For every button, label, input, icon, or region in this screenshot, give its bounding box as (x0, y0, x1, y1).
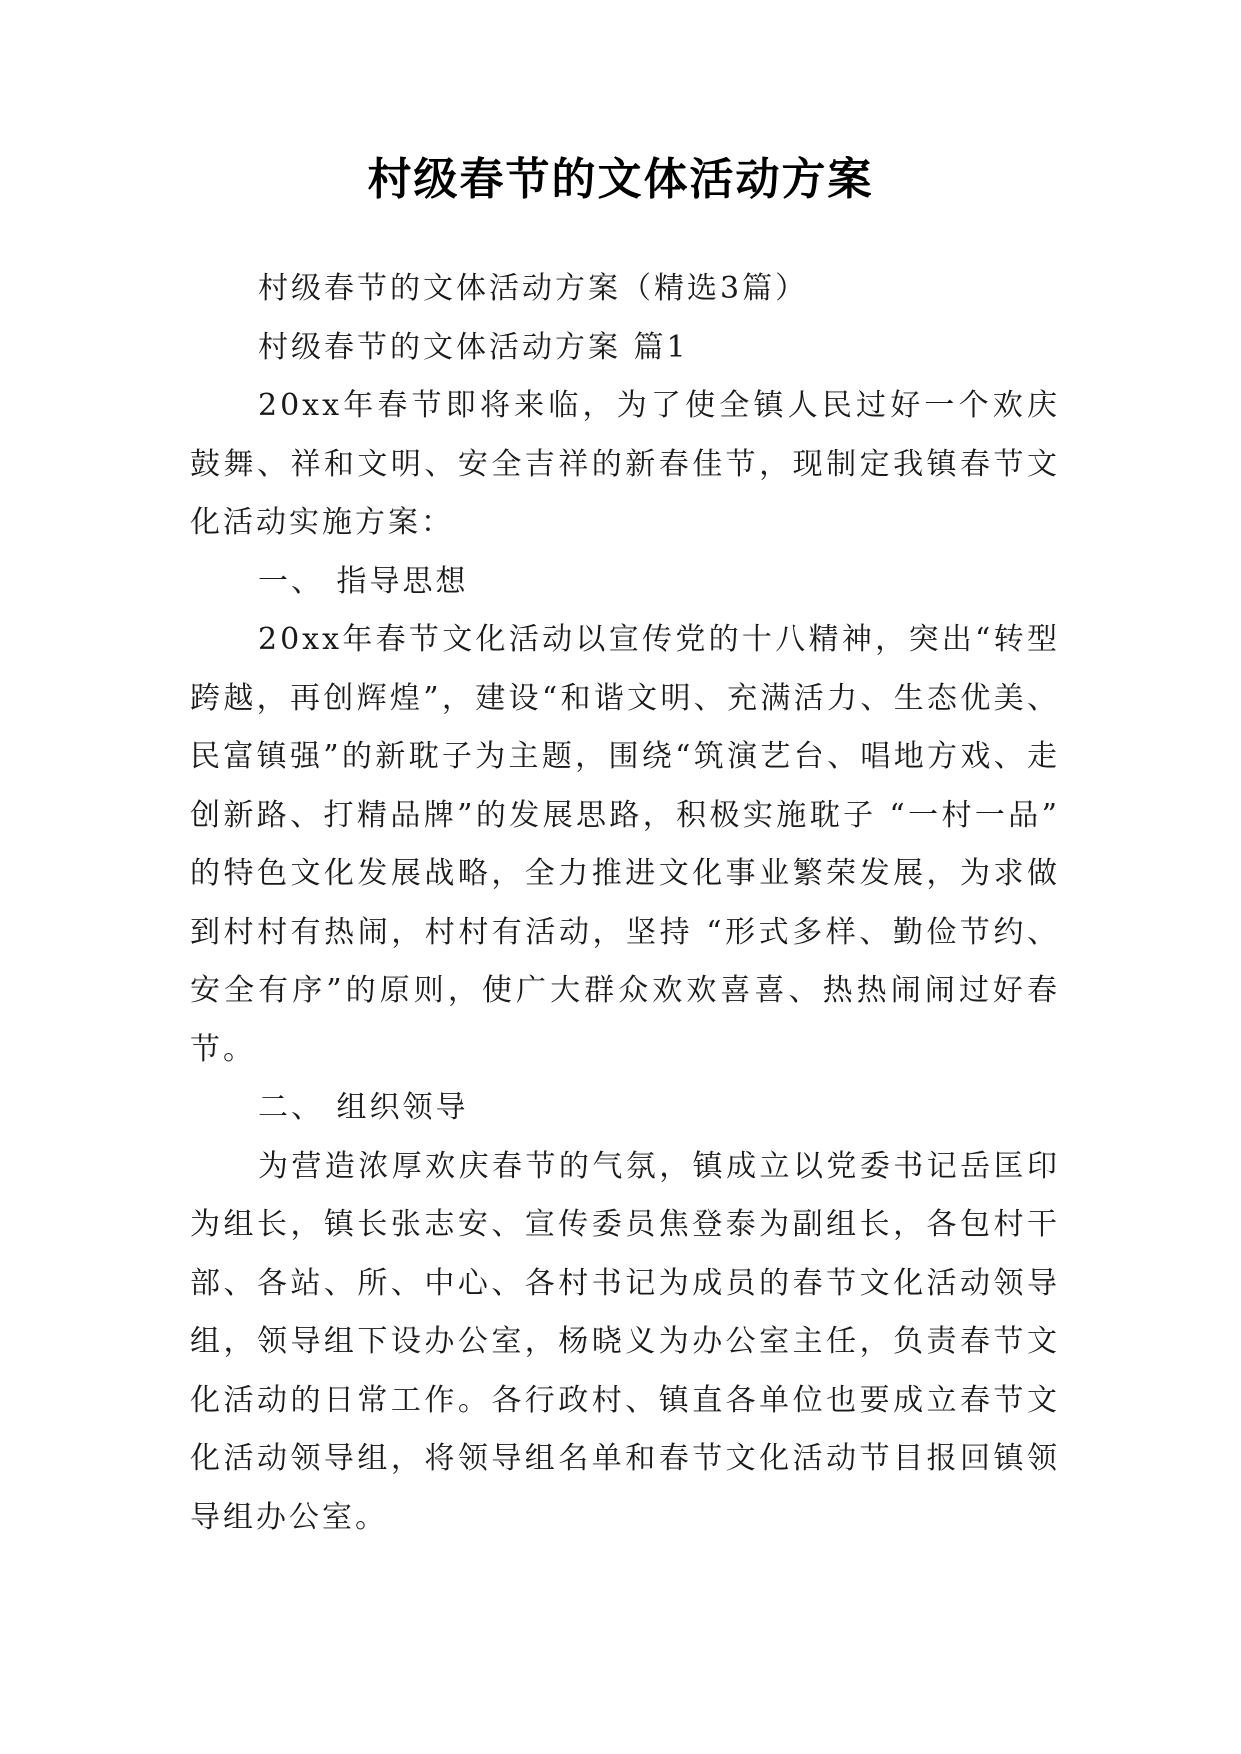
heading-guiding-ideology: 一、 指导思想 (258, 563, 469, 599)
organization-leadership-paragraph: 为营造浓厚欢庆春节的气氛，镇成立以党委书记岳匡印为组长，镇长张志安、宣传委员焦登泰为副组长，各包村干部、各站、所、中心、各村书记为成员的春节文化活动领导组，领导组下设办公室，杨晓义为办公室主任，负责春节文化活动的日常工作。各行政村、镇直各单位也要成立春节文化活动领导组，将领导组名单和春节文化活动节目报回镇领导组办公室。 (190, 1148, 1060, 1535)
heading-organization-leadership: 二、 组织领导 (258, 1090, 469, 1125)
document-title: 村级春节的文体活动方案 (367, 154, 874, 205)
subtitle-paragraph: 村级春节的文体活动方案（精选3篇） (258, 271, 809, 306)
guiding-ideology-paragraph: 20xx年春节文化活动以宣传党的十八精神，突出“转型跨越，再创辉煌”，建设“和谐文明、充满活力、生态优美、民富镇强”的新耽子为主题，围绕“筑演艺台、唱地方戏、走创新路、打精品牌”的发展思路，积极实施耽子 “一村一品” 的特色文化发展战略，全力推进文化事业繁荣发展，为求做到村村有热闹，村村有活动，坚持 “形式多样、勤俭节约、安全有序”的原则，使广大群众欢欢喜喜、热热闹闹过好春节。 (190, 622, 1060, 1067)
document-body (190, 260, 1060, 1547)
section-heading-part-1: 村级春节的文体活动方案 篇1 (258, 329, 689, 365)
intro-paragraph: 20xx年春节即将来临，为了使全镇人民过好一个欢庆鼓舞、祥和文明、安全吉祥的新春佳节，现制定我镇春节文化活动实施方案： (190, 388, 1060, 540)
